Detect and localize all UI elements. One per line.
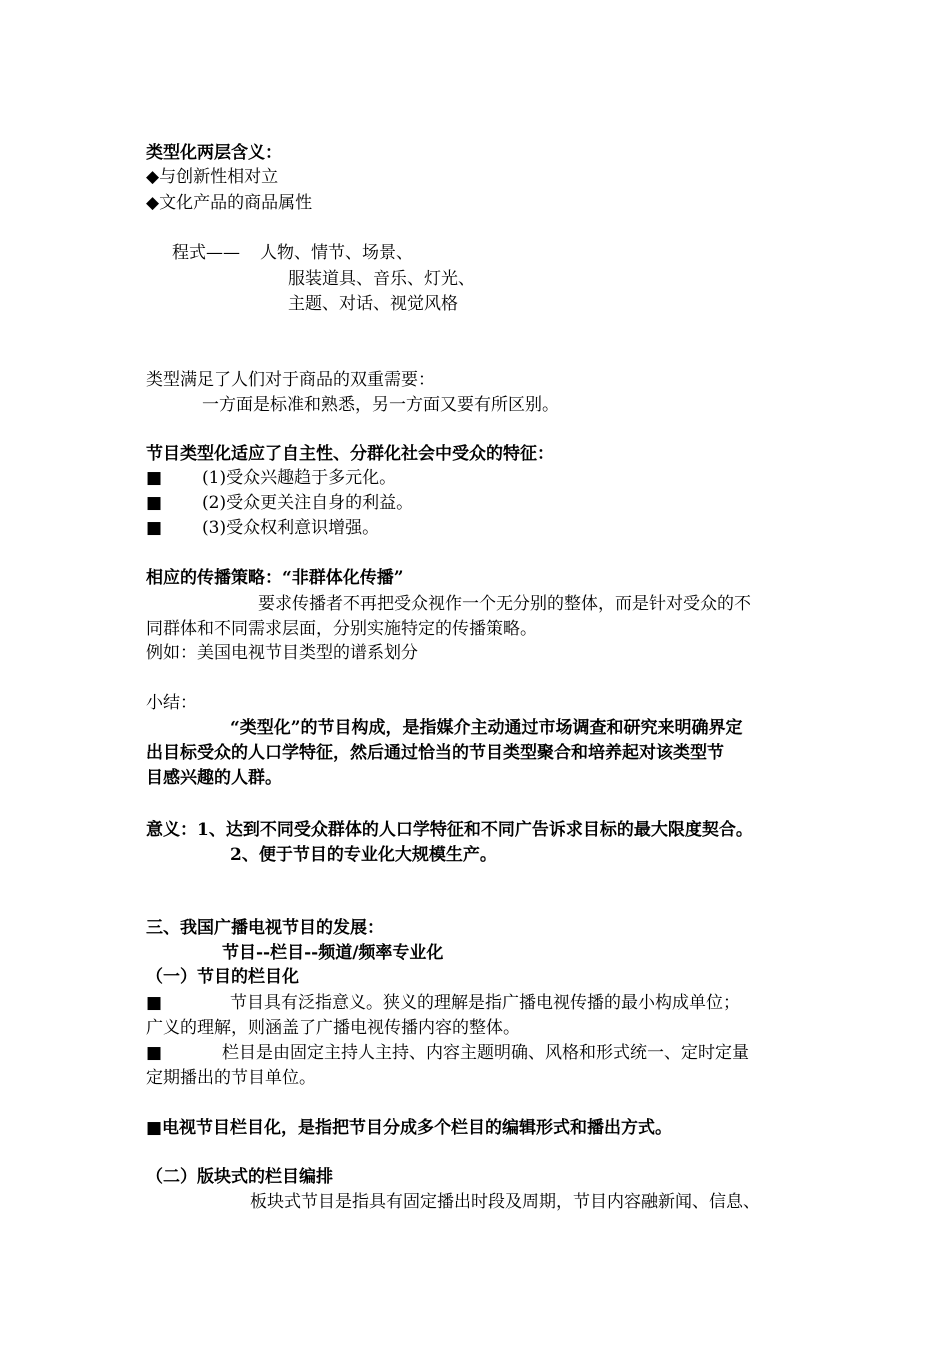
example-line: 例如：美国电视节目类型的谱系划分: [146, 643, 418, 663]
paragraph-line: 类型满足了人们对于商品的双重需要：: [146, 370, 435, 390]
chapter-heading: 三、我国广播电视节目的发展：: [146, 918, 384, 938]
formula-line: 人物、情节、场景、: [260, 243, 413, 263]
subsection-title: （一）节目的栏目化: [146, 967, 299, 987]
bullet-icon: ■: [146, 468, 163, 488]
list-item: (3)受众权利意识增强。: [202, 518, 380, 538]
bullet-icon: ■: [146, 493, 163, 513]
bullet-icon: ■: [146, 993, 163, 1013]
list-item: ◆与创新性相对立: [146, 167, 279, 187]
summary-line: “类型化”的节目构成，是指媒介主动通过市场调查和研究来明确界定: [230, 718, 743, 738]
list-item: (1)受众兴趣趋于多元化。: [202, 468, 397, 488]
paragraph-line: 节目具有泛指意义。狭义的理解是指广播电视传播的最小构成单位；: [230, 993, 740, 1013]
paragraph-line: 板块式节目是指具有固定播出时段及周期，节目内容融新闻、信息、: [250, 1192, 760, 1212]
paragraph-line: 同群体和不同需求层面，分别实施特定的传播策略。: [146, 619, 537, 639]
section-title-audience: 节目类型化适应了自主性、分群化社会中受众的特征：: [146, 444, 554, 464]
paragraph-line: 广义的理解，则涵盖了广播电视传播内容的整体。: [146, 1018, 520, 1038]
paragraph-line: 要求传播者不再把受众视作一个无分别的整体，而是针对受众的不: [258, 594, 751, 614]
section-title-type-meaning: 类型化两层含义：: [146, 143, 282, 163]
significance-line: 2、便于节目的专业化大规模生产。: [230, 845, 497, 865]
bullet-icon: ■: [146, 1043, 163, 1063]
formula-line: 服装道具、音乐、灯光、: [288, 269, 475, 289]
bold-definition: ■电视节目栏目化，是指把节目分成多个栏目的编辑形式和播出方式。: [146, 1118, 673, 1138]
significance-line: 意义：1、达到不同受众群体的人口学特征和不同广告诉求目标的最大限度契合。: [146, 820, 753, 840]
formula-lead: 程式——: [172, 243, 240, 263]
chapter-subheading: 节目--栏目--频道/频率专业化: [222, 943, 444, 963]
summary-line: 目感兴趣的人群。: [146, 768, 282, 788]
list-item: (2)受众更关注自身的利益。: [202, 493, 414, 513]
summary-label: 小结：: [146, 693, 197, 713]
list-item: ◆文化产品的商品属性: [146, 193, 313, 213]
subsection-title: （二）版块式的栏目编排: [146, 1167, 333, 1187]
paragraph-line: 栏目是由固定主持人主持、内容主题明确、风格和形式统一、定时定量: [222, 1043, 749, 1063]
paragraph-line: 一方面是标准和熟悉，另一方面又要有所区别。: [202, 395, 559, 415]
formula-line: 主题、对话、视觉风格: [288, 294, 458, 314]
summary-line: 出目标受众的人口学特征，然后通过恰当的节目类型聚合和培养起对该类型节: [146, 743, 724, 763]
paragraph-line: 定期播出的节目单位。: [146, 1068, 316, 1088]
section-title-strategy: 相应的传播策略：“非群体化传播”: [146, 568, 404, 588]
bullet-icon: ■: [146, 518, 163, 538]
